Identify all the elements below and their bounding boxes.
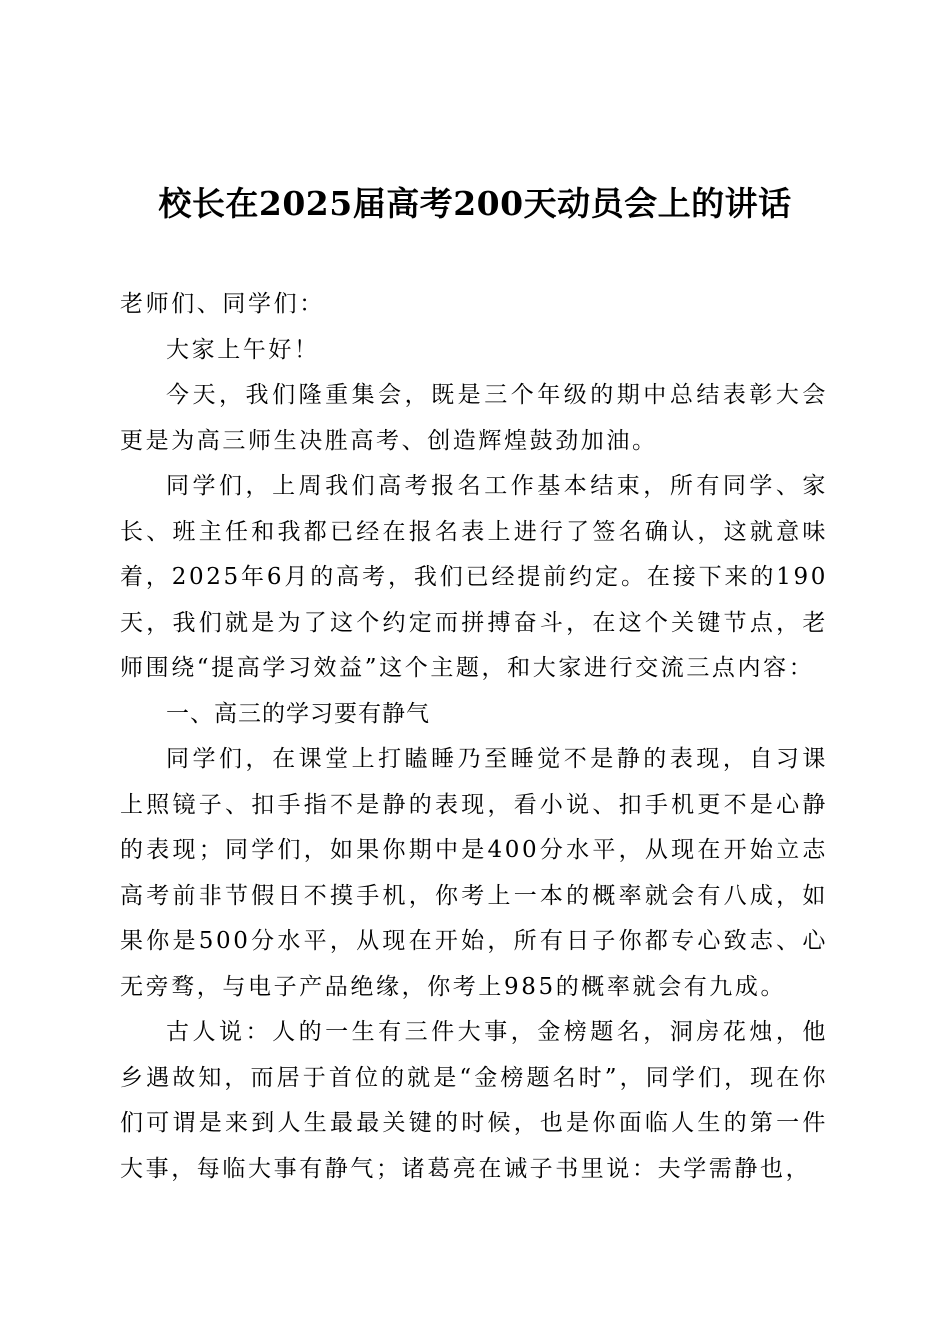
- paragraph: 同学们，在课堂上打瞌睡乃至睡觉不是静的表现，自习课上照镜子、扣手指不是静的表现，看小说、扣手机更不是心静的表现；同学们，如果你期中是400分水平，从现在开始立志高考前非节假日不摸手机，你考上一本的概率就会有八成，如果你是500分水平，从现在开始，所有日子你都专心致志、心无旁骛，与电子产品绝缘，你考上985的概率就会有九成。: [120, 746, 828, 1000]
- document-body: [120, 282, 828, 1192]
- salutation: 老师们、同学们：: [120, 291, 325, 317]
- paragraph: 古人说：人的一生有三件大事，金榜题名，洞房花烛，他乡遇故知，而居于首位的就是“金榜题名时”，同学们，现在你们可谓是来到人生最最关键的时候，也是你面临人生的第一件大事，每临大事有静气；诸葛亮在诫子书里说：夫学需静也，: [120, 1019, 828, 1182]
- greeting: 大家上午好！: [166, 336, 320, 363]
- section-heading: 一、高三的学习要有静气: [166, 700, 430, 727]
- document-title: 校长在2025届高考200天动员会上的讲话: [158, 184, 792, 223]
- paragraph: 今天，我们隆重集会，既是三个年级的期中总结表彰大会更是为高三师生决胜高考、创造辉煌鼓劲加油。: [120, 382, 828, 454]
- paragraph: 同学们，上周我们高考报名工作基本结束，所有同学、家长、班主任和我都已经在报名表上进行了签名确认，这就意味着，2025年6月的高考，我们已经提前约定。在接下来的190天，我们就是为了这个约定而拼搏奋斗，在这个关键节点，老师围绕“提高学习效益”这个主题，和大家进行交流三点内容：: [120, 473, 828, 681]
